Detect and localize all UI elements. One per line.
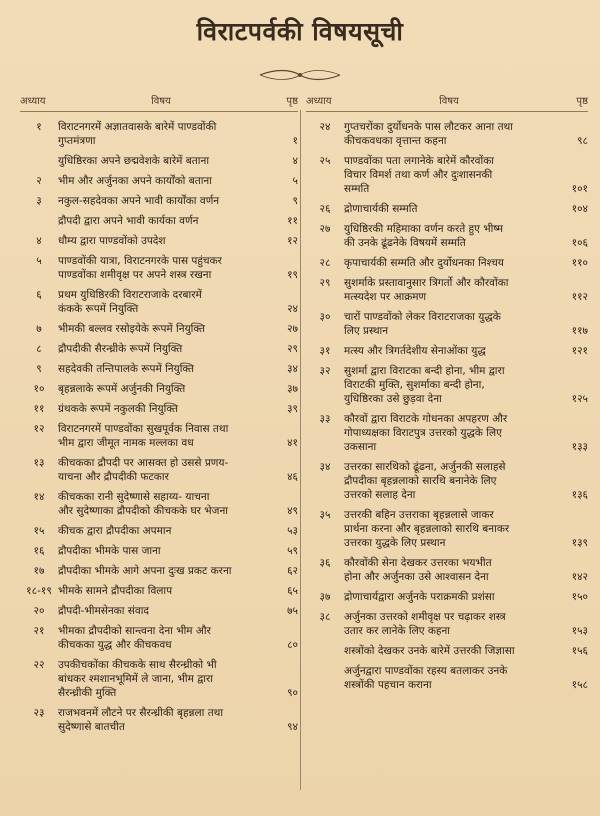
chapter-subject xyxy=(58,288,264,316)
header-page: पृष्ठ xyxy=(286,96,298,107)
toc-entry xyxy=(306,590,588,604)
page-number: ४१ xyxy=(287,437,298,449)
subject-line: शस्त्रोंकी पहचान कराना xyxy=(344,679,432,691)
page-number: ६५ xyxy=(287,585,298,597)
chapter-subject xyxy=(58,322,264,336)
subject-line: भीम और अर्जुनका अपने कार्योंको बताना xyxy=(58,175,212,187)
chapter-number: २१ xyxy=(33,625,45,637)
chapter-subject xyxy=(344,364,554,406)
subject-line: राजभवनमें लौटने पर सैरन्ध्रीकी बृहन्नला तथा xyxy=(58,707,224,719)
page-number: ९० xyxy=(287,687,298,699)
page-number: १३३ xyxy=(571,441,588,453)
page-number: २९ xyxy=(287,343,298,355)
column-divider xyxy=(300,110,301,790)
subject-line: द्रौपदीकी सैरन्ध्रीके रूपमें नियुक्ति xyxy=(58,343,183,355)
page-number: १३६ xyxy=(571,489,588,501)
toc-entry xyxy=(306,276,588,304)
toc-entry xyxy=(306,256,588,270)
subject-line: सैरन्ध्रीकी मुक्ति xyxy=(58,687,117,699)
chapter-number: २४ xyxy=(319,121,331,133)
chapter-subject xyxy=(58,490,264,518)
subject-line: कीचकका युद्ध और कीचकवध xyxy=(58,639,172,651)
toc-entry xyxy=(20,214,298,228)
toc-entry xyxy=(20,174,298,188)
chapter-number: १ xyxy=(36,121,42,133)
chapter-number: ३ xyxy=(36,195,42,207)
toc-list-left xyxy=(20,120,298,734)
toc-entry xyxy=(306,460,588,502)
chapter-subject xyxy=(344,202,554,216)
page-number: ११२ xyxy=(571,291,588,303)
toc-entry xyxy=(306,310,588,338)
toc-entry xyxy=(20,194,298,208)
subject-line: विराटनगरमें अज्ञातवासके बारेमें पाण्डवोंकी xyxy=(58,121,217,133)
chapter-subject xyxy=(58,254,264,282)
chapter-subject xyxy=(344,344,554,358)
toc-entry xyxy=(306,556,588,584)
chapter-subject xyxy=(344,276,554,304)
chapter-number: १४ xyxy=(33,491,45,503)
subject-line: याचना और द्रौपदीकी फटकार xyxy=(58,471,169,483)
page-number: १०१ xyxy=(571,183,588,195)
subject-line: बृहन्नलाके रूपमें अर्जुनकी नियुक्ति xyxy=(58,383,186,395)
toc-entry xyxy=(306,664,588,692)
chapter-number: १२ xyxy=(33,423,45,435)
page-number: १०४ xyxy=(571,203,588,215)
subject-line: उत्तरको सलाह देना xyxy=(344,489,416,501)
chapter-subject xyxy=(344,460,554,502)
toc-entry xyxy=(306,120,588,148)
page-number: १०६ xyxy=(571,237,588,249)
subject-line: होना और अर्जुनका उसे आश्वासन देना xyxy=(344,571,489,583)
page-number: १४२ xyxy=(571,571,588,583)
chapter-number: १७ xyxy=(33,565,45,577)
toc-entry xyxy=(20,604,298,618)
subject-line: कंकके रूपमें नियुक्ति xyxy=(58,303,139,315)
toc-entry xyxy=(20,382,298,396)
toc-entry xyxy=(20,422,298,450)
page-number: १२१ xyxy=(571,345,588,357)
chapter-subject xyxy=(58,422,264,450)
page-number: १५६ xyxy=(571,645,588,657)
page-number: १५० xyxy=(571,591,588,603)
subject-line: युधिष्ठिरकी महिमाका वर्णन करते हुए भीष्म xyxy=(344,223,503,235)
chapter-subject xyxy=(58,234,264,248)
chapter-subject xyxy=(344,120,554,148)
subject-line: उत्तरकी बहिन उत्तराका बृहन्नलासे जाकर xyxy=(344,509,494,521)
chapter-subject xyxy=(58,584,264,598)
chapter-subject xyxy=(58,564,264,578)
chapter-number: २९ xyxy=(319,277,331,289)
chapter-subject xyxy=(344,590,554,604)
subject-line: द्रौपदीका भीमके आगे अपना दुःख प्रकट करना xyxy=(58,565,232,577)
chapter-subject xyxy=(58,382,264,396)
subject-line: उत्तरका सारथिको ढूंढना, अर्जुनकी सलाहसे xyxy=(344,461,506,473)
toc-entry xyxy=(20,706,298,734)
toc-entry xyxy=(306,508,588,550)
chapter-number: ३३ xyxy=(319,413,331,425)
subject-line: शस्त्रोंको देखकर उनके बारेमें उत्तरकी जिज्ञासा xyxy=(344,645,515,657)
page-number: ४६ xyxy=(287,471,298,483)
chapter-subject xyxy=(58,214,264,228)
subject-line: उकसाना xyxy=(344,441,377,453)
page-number: ११० xyxy=(571,257,588,269)
subject-line: विचार विमर्श तथा कर्ण और दुःशासनकी xyxy=(344,169,493,181)
toc-entry xyxy=(306,202,588,216)
subject-line: युधिष्ठिरका उसे छुड़वा देना xyxy=(344,393,442,405)
subject-line: पाण्डवोंका पता लगानेके बारेमें कौरवोंका xyxy=(344,155,494,167)
toc-entry xyxy=(20,490,298,518)
toc-entry xyxy=(20,544,298,558)
chapter-subject xyxy=(58,154,264,168)
chapter-subject xyxy=(344,664,554,692)
toc-entry xyxy=(20,456,298,484)
header-page: पृष्ठ xyxy=(576,96,588,107)
chapter-subject xyxy=(344,610,554,638)
page-number: ११ xyxy=(287,215,298,227)
toc-entry xyxy=(20,154,298,168)
page-number: ९४ xyxy=(287,721,298,733)
chapter-subject xyxy=(344,256,554,270)
page-number: ३९ xyxy=(287,403,298,415)
toc-right-column xyxy=(306,95,588,698)
subject-line: चारों पाण्डवोंको लेकर विराटराजका युद्धके xyxy=(344,311,501,323)
toc-entry xyxy=(20,288,298,316)
chapter-subject xyxy=(344,644,554,658)
chapter-number: २ xyxy=(36,175,42,187)
chapter-number: २२ xyxy=(33,659,45,671)
chapter-subject xyxy=(58,194,264,208)
chapter-subject xyxy=(58,402,264,416)
subject-line: प्रार्थना करना और बृहन्नलाको सारथि बनाकर xyxy=(344,523,510,535)
subject-line: की उनके ढूंढनेके विषयमें सम्मति xyxy=(344,237,466,249)
chapter-number: २७ xyxy=(319,223,331,235)
chapter-number: १० xyxy=(33,383,45,395)
chapter-subject xyxy=(58,544,264,558)
chapter-subject xyxy=(58,342,264,356)
subject-line: और सुदेष्णाका द्रौपदीको कीचकके घर भेजना xyxy=(58,505,229,517)
chapter-number: ३६ xyxy=(319,557,331,569)
page-number: १ xyxy=(292,135,298,147)
chapter-number: १५ xyxy=(33,525,45,537)
subject-line: नकुल-सहदेवका अपने भावी कार्योंका वर्णन xyxy=(58,195,220,207)
title-ornament xyxy=(255,66,345,84)
page-number: १९ xyxy=(287,269,298,281)
chapter-number: ३५ xyxy=(319,509,331,521)
subject-line: अर्जुनद्वारा पाण्डवोंका रहस्य बतलाकर उनके xyxy=(344,665,508,677)
subject-line: लिए प्रस्थान xyxy=(344,325,389,337)
toc-entry xyxy=(20,254,298,282)
subject-line: सम्मति xyxy=(344,183,370,195)
page-number: ८० xyxy=(287,639,298,651)
toc-entry xyxy=(20,342,298,356)
toc-entry xyxy=(20,524,298,538)
subject-line: भीम द्वारा जीमूत नामक मल्लका वध xyxy=(58,437,194,449)
subject-line: विराटनगरमें पाण्डवोंका सुखपूर्वक निवास तथा xyxy=(58,423,229,435)
page-number: ३७ xyxy=(287,383,298,395)
page-number: १३९ xyxy=(571,537,588,549)
subject-line: कौरवों द्वारा विराटके गोधनका अपहरण और xyxy=(344,413,508,425)
subject-line: सुदेष्णासे बातचीत xyxy=(58,721,125,733)
subject-line: भीमका द्रौपदीको सान्त्वना देना भीम और xyxy=(58,625,211,637)
chapter-number: ३७ xyxy=(319,591,331,603)
subject-line: धौम्य द्वारा पाण्डवोंको उपदेश xyxy=(58,235,166,247)
subject-line: युधिष्ठिरका अपने छद्मवेशके बारेमें बताना xyxy=(58,155,210,167)
toc-entry xyxy=(20,120,298,148)
page-number: ११७ xyxy=(571,325,588,337)
chapter-number: ५ xyxy=(36,255,42,267)
chapter-subject xyxy=(344,556,554,584)
chapter-number: ३१ xyxy=(319,345,331,357)
subject-line: मत्स्य और त्रिगर्तदेशीय सेनाओंका युद्ध xyxy=(344,345,486,357)
subject-line: द्रौपदी द्वारा अपने भावी कार्यका वर्णन xyxy=(58,215,199,227)
subject-line: सुशर्माके प्रस्तावानुसार त्रिगर्तो और कौरवोंका xyxy=(344,277,509,289)
subject-line: सुशर्मा द्वारा विराटका बन्दी होना, भीम द्वारा xyxy=(344,365,505,377)
subject-line: गोपाध्यक्षका विराटपुत्र उत्तरको युद्धके लिए xyxy=(344,427,502,439)
subject-line: द्रौपदीका बृहन्नलाको सारथि बनानेके लिए xyxy=(344,475,497,487)
chapter-subject xyxy=(344,154,554,196)
subject-line: द्रोणाचार्यकी सम्मति xyxy=(344,203,418,215)
header-chapter: अध्याय xyxy=(306,96,332,107)
toc-entry xyxy=(20,322,298,336)
toc-entry xyxy=(306,610,588,638)
subject-line: कौरवोंकी सेना देखकर उत्तरका भयभीत xyxy=(344,557,492,569)
toc-entry xyxy=(20,658,298,700)
page-number: १२ xyxy=(287,235,298,247)
page-number: ९८ xyxy=(577,135,588,147)
subject-line: कीचक द्वारा द्रौपदीका अपमान xyxy=(58,525,172,537)
subject-line: कीचकका द्रौपदी पर आसक्त हो उससे प्रणय- xyxy=(58,457,229,469)
toc-entry xyxy=(306,344,588,358)
chapter-number: ७ xyxy=(36,323,42,335)
page-number: ९ xyxy=(292,195,298,207)
page-number: १५८ xyxy=(571,679,588,691)
subject-line: भीमकी बल्लव रसोइयेके रूपमें नियुक्ति xyxy=(58,323,205,335)
page-number: २४ xyxy=(287,303,298,315)
subject-line: मत्स्यदेश पर आक्रमण xyxy=(344,291,427,303)
subject-line: कृपाचार्यकी सम्मति और दुर्योधनका निश्चय xyxy=(344,257,504,269)
page-number: ५ xyxy=(292,175,298,187)
page-number: १५३ xyxy=(571,625,588,637)
chapter-number: ९ xyxy=(36,363,42,375)
chapter-number: ११ xyxy=(33,403,45,415)
chapter-subject xyxy=(58,624,264,652)
page-number: ५९ xyxy=(287,545,298,557)
subject-line: गुप्तचरोंका दुर्योधनके पास लौटकर आना तथा xyxy=(344,121,513,133)
chapter-number: २६ xyxy=(319,203,331,215)
toc-header-left xyxy=(20,95,298,112)
subject-line: उत्तरका युद्धके लिए प्रस्थान xyxy=(344,537,446,549)
chapter-subject xyxy=(58,362,264,376)
subject-line: विराटकी मुक्ति, सुशर्माका बन्दी होना, xyxy=(344,379,485,391)
toc-entry xyxy=(306,154,588,196)
subject-line: उतार कर लानेके लिए कहना xyxy=(344,625,451,637)
subject-line: ग्रंथकके रूपमें नकुलकी नियुक्ति xyxy=(58,403,178,415)
chapter-number: ३० xyxy=(319,311,331,323)
chapter-subject xyxy=(344,310,554,338)
chapter-subject xyxy=(58,604,264,618)
chapter-subject xyxy=(344,508,554,550)
header-chapter: अध्याय xyxy=(20,96,46,107)
toc-list-right xyxy=(306,120,588,692)
toc-entry xyxy=(306,222,588,250)
subject-line: द्रोणाचार्यद्वारा अर्जुनके पराक्रमकी प्रशंसा xyxy=(344,591,495,603)
toc-entry xyxy=(20,624,298,652)
subject-line: पाण्डवोंका शमीवृक्ष पर अपने शस्त्र रखना xyxy=(58,269,212,281)
toc-entry xyxy=(20,234,298,248)
chapter-number: १६ xyxy=(33,545,45,557)
chapter-subject xyxy=(344,412,554,454)
toc-left-column xyxy=(20,95,298,740)
toc-entry xyxy=(20,564,298,578)
toc-entry xyxy=(306,644,588,658)
subject-line: द्रौपदीका भीमके पास जाना xyxy=(58,545,161,557)
chapter-subject xyxy=(58,456,264,484)
page-number: ४९ xyxy=(287,505,298,517)
subject-line: सहदेवकी तन्तिपालके रूपमें नियुक्ति xyxy=(58,363,195,375)
subject-line: अर्जुनका उत्तरको शमीवृक्ष पर चढ़ाकर शस्त्र xyxy=(344,611,506,623)
chapter-number: ३४ xyxy=(319,461,331,473)
subject-line: बांधकर श्मशानभूमिमें ले जाना, भीम द्वारा xyxy=(58,673,213,685)
chapter-subject xyxy=(58,706,264,734)
toc-header-right xyxy=(306,95,588,112)
chapter-subject xyxy=(58,658,264,700)
subject-line: कीचकवधका वृत्तान्त कहना xyxy=(344,135,447,147)
subject-line: गुप्तमंत्रणा xyxy=(58,135,96,147)
chapter-subject xyxy=(58,524,264,538)
chapter-subject xyxy=(58,174,264,188)
toc-entry xyxy=(20,362,298,376)
chapter-subject xyxy=(344,222,554,250)
page-number: ७५ xyxy=(287,605,298,617)
chapter-number: ४ xyxy=(36,235,42,247)
page-number: ४ xyxy=(292,155,298,167)
chapter-number: २८ xyxy=(319,257,331,269)
toc-entry xyxy=(20,584,298,598)
toc-entry xyxy=(306,364,588,406)
toc-entry xyxy=(20,402,298,416)
page-number: २७ xyxy=(287,323,298,335)
subject-line: कीचकका रानी सुदेष्णासे सहाय्य- याचना xyxy=(58,491,210,503)
toc-entry xyxy=(306,412,588,454)
chapter-number: ३२ xyxy=(319,365,331,377)
chapter-number: ८ xyxy=(36,343,42,355)
chapter-number: २३ xyxy=(33,707,45,719)
page-number: ३४ xyxy=(287,363,298,375)
chapter-subject xyxy=(58,120,264,148)
header-subject: विषय xyxy=(151,96,171,107)
page-number: ६२ xyxy=(287,565,298,577)
chapter-number: २० xyxy=(33,605,45,617)
chapter-number: १८-१९ xyxy=(26,585,52,597)
subject-line: द्रौपदी-भीमसेनका संवाद xyxy=(58,605,150,617)
subject-line: उपकीचकोंका कीचकके साथ सैरन्ध्रीको भी xyxy=(58,659,217,671)
chapter-number: १३ xyxy=(33,457,45,469)
page-title: विराटपर्वकी विषयसूची xyxy=(196,17,404,46)
chapter-number: ३८ xyxy=(319,611,331,623)
chapter-number: ६ xyxy=(36,289,42,301)
subject-line: पाण्डवोंकी यात्रा, विराटनगरके पास पहुंचकर xyxy=(58,255,222,267)
subject-line: भीमके सामने द्रौपदीका विलाप xyxy=(58,585,173,597)
chapter-number: २५ xyxy=(319,155,331,167)
page-number: १२५ xyxy=(571,393,588,405)
subject-line: प्रथम युधिष्ठिरकी विराटराजाके दरबारमें xyxy=(58,289,202,301)
page-number: ५३ xyxy=(287,525,298,537)
header-subject: विषय xyxy=(439,96,459,107)
